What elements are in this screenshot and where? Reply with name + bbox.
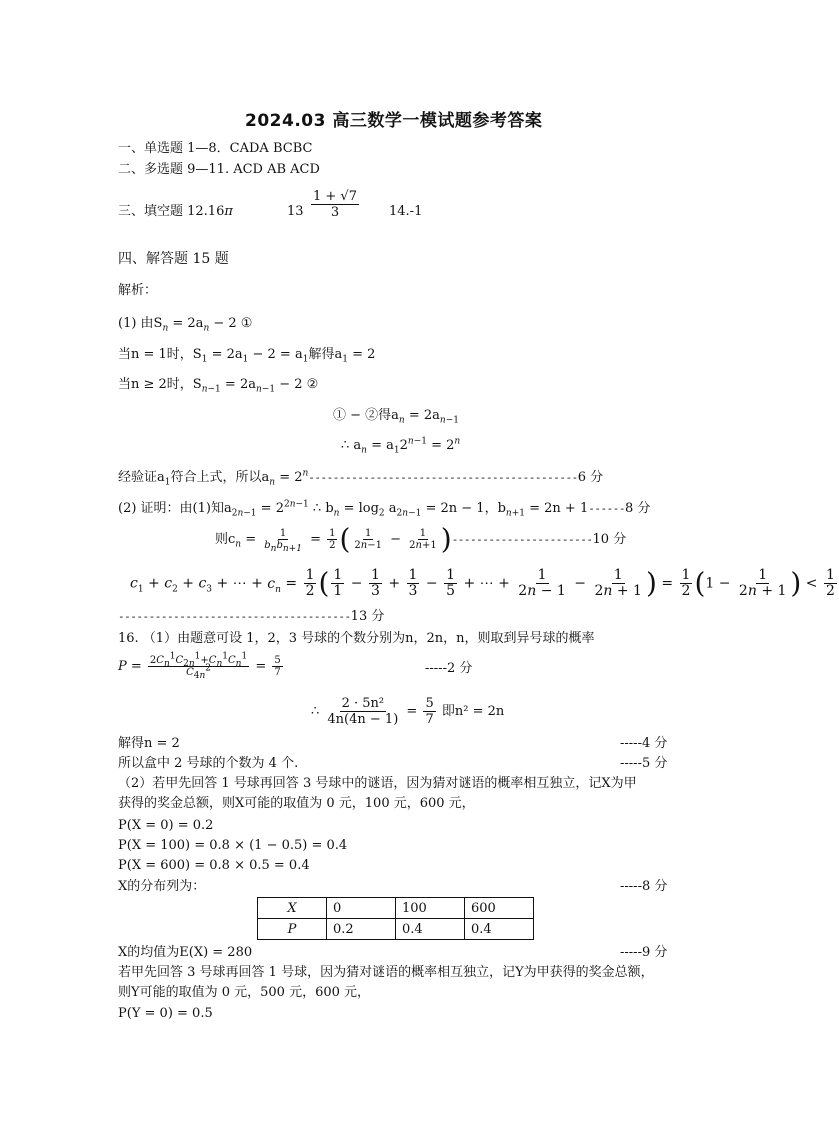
q13-fraction [311,189,359,220]
q16-eq-rhs-fraction: $\frac{5}{7}$ [425,696,434,727]
score-8b: -----8 分 [620,879,668,894]
q16-solve: 解得n = 2 [118,736,180,751]
q16-eq-den: 4n(4n − 1) [327,712,399,727]
q15-l5-c: = 2 [426,438,455,453]
q15-l5-b: = a [366,438,394,453]
q15-l2-a: 当n = 1时，S [118,347,202,362]
q15-l7-f: = 2n − 1，b [421,501,506,516]
q15-l7-d: = log [339,501,379,516]
score-5: -----5 分 [620,756,668,771]
q15-line1: (1) 由$S_n = 2a_n - 2$ ① [118,316,253,334]
q16-part2-line2: 获得的奖金总额，则X可能的取值为 0 元，100 元，600 元， [118,796,475,811]
q16-p-eq: = [255,659,267,674]
q15-line5: ∴ $a_n = a_12^{n-1} = 2^n$ [341,436,461,456]
q16-prob-formula [118,651,285,681]
q13-answer [309,189,361,220]
q16-box2: 所以盒中 2 号球的个数为 4 个. [118,756,299,771]
cn-fraction: $\frac{1}{b_nb_{n+1}}$ [264,528,302,554]
section-answer-questions: 四、解答题 15 题 [118,251,229,267]
fill-blank-prefix: 三、填空题 12.16 [118,204,225,219]
q15-l2-d: 解得a [308,347,343,362]
q15-l3-a: 当n ≥ 2时，S [118,377,202,392]
q16-part3-line1: 若甲先回答 3 号球再回答 1 号球，因为猜对谜语的概率相互独立，记Y为甲获得的奖金总额， [118,965,654,980]
q15-l1-b: = 2a [168,316,204,331]
q15-l2-e: = 2 [347,347,376,362]
q15-l7-g: = 2n + 1 [524,501,589,516]
distribution-table [257,897,534,940]
q15-l4-a: ① − ②得a [333,408,399,423]
q15-line3: 当n ≥ 2时，$S_{n-1} = 2a_{n-1} - 2$ ② [118,377,319,395]
q16-p-val-den: 7 [274,667,281,678]
q16-dist-label: X的分布列为： [118,879,206,894]
table-cell: 100 [396,898,465,919]
table-cell: 0 [327,898,396,919]
q16-p-val-num: 5 [274,655,281,666]
q16-eq-rhs: 即n² = 2n [441,704,505,719]
q16-eq-fraction [325,696,400,727]
q15-line9-sum: $c_1 + c_2 + c_3$ + ⋯ + $c_n$ = $\frac{1}{2}$ ( $\frac{1}{1}$ − $\frac{1}{3}$ + $\frac{1}{3}$ − $\frac{1}{5}$ + ⋯ + $\frac{1}{2n - 1}$ − $\frac{1}{2n + 1}$ ) = $\frac{1}{2}$ (1 − $\frac{1}{2n + 1}$ ) < $\frac{1}{2}$ [130,566,835,600]
q13-numerator: 1 + √7 [313,189,357,204]
q16-equation: ∴ $\frac{\text{2 · 5n²}}{4n(4n - 1)}$ = $\frac{5}{7}$ 即n² = 2n [311,696,505,727]
q15-l1-a: (1) 由S [118,316,163,331]
q14-answer: 14.-1 [389,204,423,219]
q15-l2-c: − 2 = a [248,347,303,362]
q16-part2-line1: （2）若甲先回答 1 号球再回答 3 号球中的谜语，因为猜对谜语的概率相互独立，记X为甲 [118,776,637,791]
q15-l6-b: 符合上式，所以a [170,470,270,485]
pi-symbol: π [224,204,233,219]
q15-l6-a: 经验证a [118,470,165,485]
q15-l6-dash: -------------------------------------------- [308,471,578,484]
q15-l4-b: = 2a [404,408,440,423]
q15-l7-b: = 2 [256,501,284,516]
q16-p-value [272,655,282,678]
section-single-choice: 一、单选题 1—8．CADA BCBC [118,141,313,156]
q13-label: 13 [287,204,304,219]
q16-p-fraction: $\frac{2C_n^1C_{2n}^1+C_n^1C_n^1}{C_{4n}^2}$ [149,651,248,681]
q15-l2-b: = 2a [207,347,243,362]
q16-py0: P(Y = 0) = 0.5 [118,1006,213,1021]
q15-l9-dash: -------------------------------------- [118,610,351,623]
score-4: -----4 分 [620,736,668,751]
q16-part3-line2: 则Y可能的取值为 0 元，500 元，600 元， [118,985,371,1000]
analysis-label: 解析： [118,283,158,298]
q15-l7-e: a [384,501,397,516]
score-10: 10 分 [592,532,627,547]
score-6: 6 分 [577,470,604,485]
q16-expectation: X的均值为E(X) = 280 [118,945,253,960]
q16-line1: 16. （1）由题意可设 1，2，3 号球的个数分别为n，2n，n，则取到异号球的概率 [118,631,595,646]
table-cell: 0.4 [396,919,465,940]
q15-l5-a: ∴ a [341,438,362,453]
q15-line10 [118,609,384,625]
table-cell: 0.2 [327,919,396,940]
q13-denominator: 3 [330,205,340,220]
table-cell: 600 [465,898,534,919]
table-cell: X [258,898,327,919]
q15-line4: ① − ②得$a_n = 2a_{n-1}$ [333,408,459,426]
score-2: -----2 分 [425,661,473,676]
q15-l3-c: − 2 ② [275,377,319,392]
q16-px100: P(X = 100) = 0.8 × (1 − 0.5) = 0.4 [118,838,348,853]
page-title: 2024.03 高三数学一模试题参考答案 [245,111,543,131]
table-row [258,898,534,919]
table-row [258,919,534,940]
q15-l7-a: (2) 证明：由(1)知a [118,501,232,516]
q16-px600: P(X = 600) = 0.8 × 0.5 = 0.4 [118,858,310,873]
q15-l3-b: = 2a [220,377,256,392]
q15-l6-c: = 2 [275,470,303,485]
q16-p-label: P = [118,659,142,674]
section-multi-choice: 二、多选题 9—11. ACD AB ACD [118,162,320,177]
table-cell: 0.4 [465,919,534,940]
q15-line7: (2) 证明：由(1)知$a_{2n-1} = 2^{2n-1}$ ∴ $b_n = \log_2 a_{2n-1} = 2n - 1$，$b_{n+1} = 2n + 1------8$ 分 [118,499,651,519]
q15-line6: 经验证$a_1$符合上式，所以$a_n = 2^n--------------------------------------------6$ 分 [118,468,604,488]
section-fill-blank [118,204,233,220]
table-cell: P [258,919,327,940]
q15-line8: 则$c_n$ = $\frac{1}{b_nb_{n+1}}$ = $\frac{1}{2}$ ( $\frac{1}{2n-1}$ − $\frac{1}{2n+1}$ )-----------------------10 分 [215,522,627,556]
score-13: 13 分 [350,609,385,624]
score-9: -----9 分 [620,945,668,960]
q15-l7-dash: ------ [588,502,625,515]
q15-l7-c: ∴ b [308,501,334,516]
q15-l8-dash: ----------------------- [451,533,593,546]
q15-l1-c: − 2 ① [209,316,253,331]
q15-line2: 当n = 1时，$S_1 = 2a_1 - 2 = a_1$解得$a_1 = 2$ [118,347,376,365]
half-fraction: $\frac{1}{2}$ [329,528,336,551]
q16-eq-num: 2 · 5n² [341,696,385,711]
q15-l8-a: 则c [215,532,236,547]
score-8: 8 分 [624,501,651,516]
q16-px0: P(X = 0) = 0.2 [118,818,214,833]
